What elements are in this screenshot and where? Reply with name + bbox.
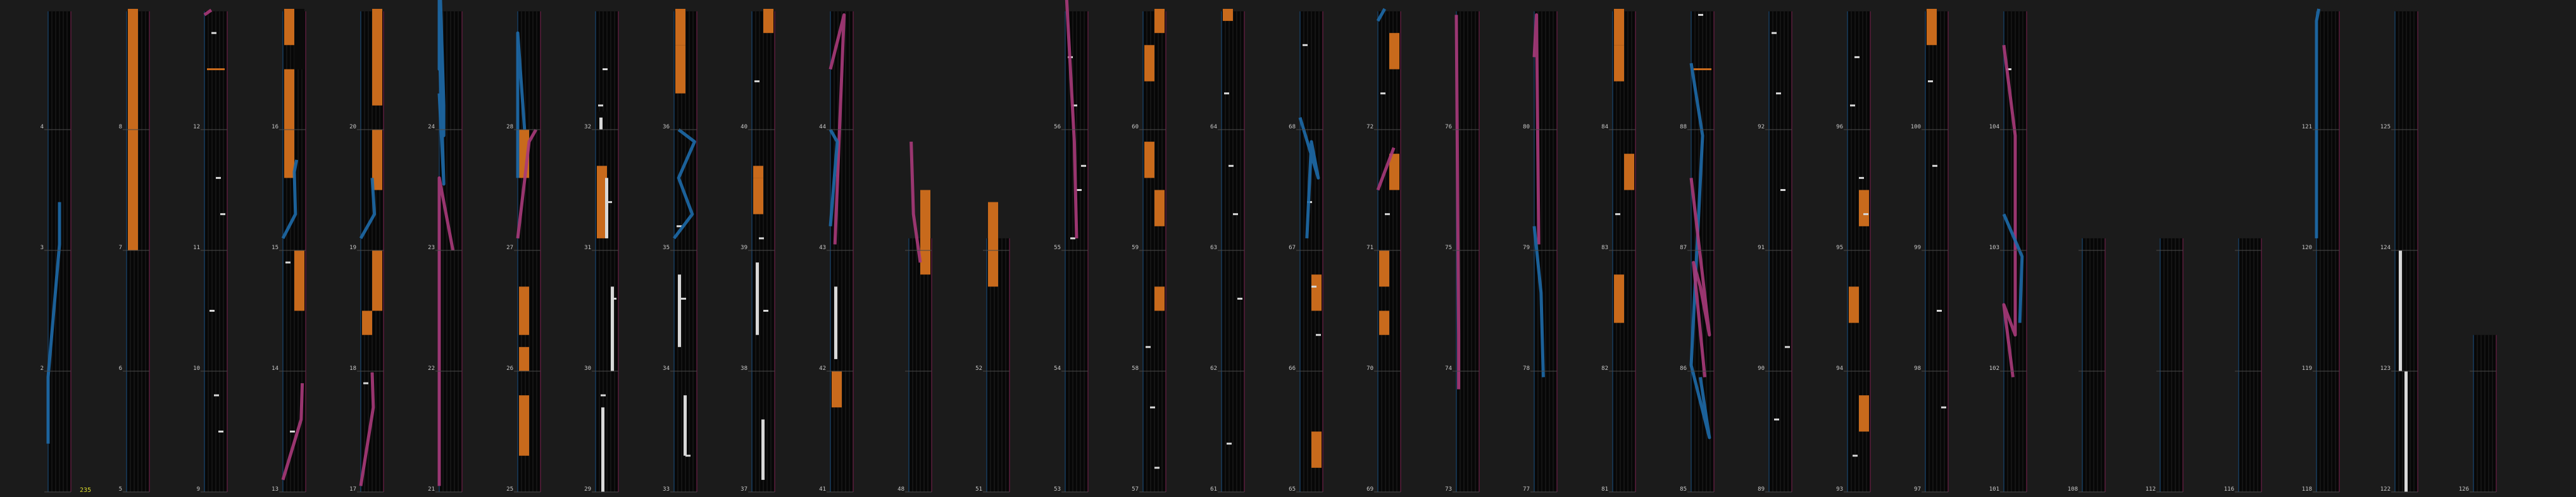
chart-column (1132, 9, 1166, 493)
fx-hold (519, 395, 529, 419)
measure-number: 91 (1758, 245, 1765, 251)
fx-hold (1614, 274, 1624, 322)
measure-number: 84 (1601, 124, 1608, 130)
measure-number: 60 (1132, 124, 1139, 130)
fx-hold (1154, 9, 1165, 33)
chip-note (1224, 92, 1229, 94)
fx-hold (1614, 45, 1624, 81)
chart-column (1523, 11, 1557, 493)
chip-note (1233, 213, 1238, 215)
bt-hold (2404, 371, 2408, 492)
chip-note (1154, 467, 1160, 469)
chart-column (897, 142, 932, 493)
chip-note (214, 395, 219, 396)
measure-number: 38 (741, 365, 747, 372)
chip-note (1615, 213, 1620, 215)
chip-note (290, 431, 295, 433)
chip-note (1081, 165, 1086, 167)
measure-number: 59 (1132, 245, 1139, 251)
bt-hold (684, 395, 687, 456)
measure-number: 43 (819, 245, 826, 251)
chip-note (211, 32, 216, 34)
measure-number: 23 (428, 245, 435, 251)
chip-note (1150, 407, 1155, 408)
fx-hold (362, 311, 372, 335)
chart-column (1289, 11, 1323, 493)
chart-column (1989, 11, 2027, 493)
chip-note (1928, 80, 1933, 82)
chart-column (2146, 238, 2183, 493)
measure-number: 57 (1132, 486, 1139, 493)
measure-number: 116 (2223, 486, 2234, 493)
chip-note (1941, 407, 1946, 408)
fx-hold (763, 9, 773, 33)
measure-number: 7 (118, 245, 122, 251)
fx-hold (372, 9, 382, 70)
measure-number: 11 (193, 245, 200, 251)
chip-note (1854, 56, 1860, 58)
measure-number: 44 (819, 124, 826, 130)
measure-number: 94 (1836, 365, 1843, 372)
chip-note (363, 383, 368, 384)
measure-number: 40 (741, 124, 747, 130)
chip-note (1229, 165, 1234, 167)
chart-column (1758, 11, 1792, 493)
chip-note (1146, 346, 1151, 348)
measure-number: 52 (975, 365, 982, 372)
measure-number: 61 (1210, 486, 1217, 493)
chart-column (975, 202, 1010, 493)
chart-column (2224, 238, 2261, 493)
measure-number: 120 (2301, 245, 2312, 251)
chart-column (1836, 11, 1870, 493)
measure-number: 25 (506, 486, 513, 493)
bt-hold (761, 419, 765, 480)
measure-number: 53 (1054, 486, 1061, 493)
measure-number: 99 (1914, 245, 1921, 251)
fx-hold (1311, 274, 1322, 310)
measure-number: 103 (1989, 245, 1999, 251)
chip-note (218, 431, 223, 433)
fx-hold (753, 166, 763, 178)
measure-number: 13 (272, 486, 278, 493)
chip-note (1859, 177, 1864, 179)
measure-number: 16 (272, 124, 278, 130)
measure-number: 100 (1910, 124, 1921, 130)
chip-note (1780, 189, 1785, 191)
chip-note (1850, 104, 1855, 106)
chip-note (220, 213, 225, 215)
fx-hold (1849, 286, 1859, 322)
chip-note (216, 177, 221, 179)
chip-note (607, 201, 612, 203)
measure-number: 108 (2067, 486, 2078, 493)
chip-note (1774, 419, 1779, 420)
measure-number: 67 (1289, 245, 1296, 251)
chart-column (1911, 9, 1948, 493)
measure-number: 24 (428, 124, 435, 130)
chip-note (611, 298, 616, 300)
measure-number: 79 (1523, 245, 1530, 251)
chart-column (2459, 335, 2496, 493)
fx-hold (920, 190, 930, 275)
measure-number: 96 (1836, 124, 1843, 130)
fx-hold (128, 130, 138, 250)
chip-note (1303, 44, 1308, 46)
measure-number: 86 (1680, 365, 1687, 372)
chart-column (819, 11, 853, 493)
combo-counter: 235 (80, 487, 92, 494)
fx-hold (519, 347, 529, 371)
chart-column (1054, 0, 1088, 493)
fx-hold (1154, 286, 1165, 310)
measure-number: 6 (118, 365, 122, 372)
measure-number: 76 (1445, 124, 1452, 130)
fx-hold (832, 371, 842, 407)
chip-note (1863, 213, 1868, 215)
measure-number: 97 (1914, 486, 1921, 493)
measure-number: 66 (1289, 365, 1296, 372)
measure-number: 18 (349, 365, 356, 372)
measure-number: 39 (741, 245, 747, 251)
chip-note (1776, 92, 1781, 94)
fx-hold (284, 70, 294, 130)
fx-hold (1379, 311, 1389, 335)
measure-number: 82 (1601, 365, 1608, 372)
fx-hold (284, 9, 294, 45)
fx-hold (675, 9, 685, 45)
chart-column (41, 11, 71, 492)
fx-hold (1927, 9, 1937, 45)
bt-hold (2399, 250, 2402, 371)
bt-hold (756, 262, 759, 335)
fx-hold (1859, 395, 1869, 431)
chart-column (119, 9, 149, 493)
measure-number: 92 (1758, 124, 1765, 130)
chart-column (506, 11, 541, 493)
chip-note (763, 310, 768, 312)
fx-hold (294, 250, 304, 311)
measure-number: 35 (663, 245, 670, 251)
chart-column (428, 0, 462, 493)
measure-number: 51 (975, 486, 982, 493)
chip-note (759, 237, 764, 239)
measure-number: 71 (1366, 245, 1373, 251)
chip-note (1937, 310, 1942, 312)
fx-hold (1154, 190, 1165, 226)
measure-number: 83 (1601, 245, 1608, 251)
measure-number: 77 (1523, 486, 1530, 493)
measure-number: 42 (819, 365, 826, 372)
fx-hold (1144, 45, 1154, 81)
measure-number: 3 (40, 245, 44, 251)
chip-note (1385, 213, 1390, 215)
measure-number: 80 (1523, 124, 1530, 130)
measure-number: 75 (1445, 245, 1452, 251)
measure-number: 41 (819, 486, 826, 493)
chip-note (603, 68, 608, 70)
bt-hold (605, 178, 608, 238)
chip-note (1694, 68, 1711, 70)
measure-number: 15 (272, 245, 278, 251)
fx-hold (284, 130, 294, 178)
measure-number: 32 (584, 124, 591, 130)
chart-column (1680, 11, 1714, 493)
fx-hold (1389, 33, 1399, 69)
chip-note (754, 80, 760, 82)
chip-note (285, 262, 291, 264)
measure-number: 63 (1210, 245, 1217, 251)
measure-number: 90 (1758, 365, 1765, 372)
chip-note (1077, 189, 1082, 191)
measure-number: 125 (2380, 124, 2391, 130)
chip-note (1227, 443, 1232, 445)
fx-hold (519, 286, 529, 334)
measure-number: 36 (663, 124, 670, 130)
measure-number: 95 (1836, 245, 1843, 251)
chart-column (663, 9, 697, 493)
measure-number: 121 (2301, 124, 2312, 130)
measure-number: 55 (1054, 245, 1061, 251)
measure-number: 70 (1366, 365, 1373, 372)
measure-number: 14 (272, 365, 278, 372)
chip-note (207, 68, 225, 70)
chart-column (1366, 9, 1401, 493)
measure-number: 69 (1366, 486, 1373, 493)
fx-hold (1223, 9, 1233, 21)
measure-number: 104 (1989, 124, 1999, 130)
chip-note (1070, 237, 1075, 239)
fx-hold (372, 70, 382, 106)
chart-column (2068, 238, 2105, 493)
chip-note (685, 455, 691, 457)
measure-number: 126 (2458, 486, 2469, 493)
measure-number: 98 (1914, 365, 1921, 372)
measure-number: 123 (2380, 365, 2391, 372)
measure-number: 54 (1054, 365, 1061, 372)
measure-number: 62 (1210, 365, 1217, 372)
measure-number: 17 (349, 486, 356, 493)
fx-hold (1859, 190, 1869, 226)
bt-hold (601, 407, 604, 492)
chip-note (1785, 346, 1790, 348)
chart-column (1445, 11, 1479, 493)
measure-number: 102 (1989, 365, 1999, 372)
fx-hold (294, 9, 304, 70)
bt-hold (678, 274, 681, 347)
measure-number: 122 (2380, 486, 2391, 493)
chart-column (1601, 9, 1635, 493)
measure-number: 22 (428, 365, 435, 372)
measure-number: 58 (1132, 365, 1139, 372)
fx-hold (1311, 432, 1322, 468)
fx-hold (988, 202, 998, 287)
measure-number: 68 (1289, 124, 1296, 130)
measure-number: 2 (40, 365, 44, 372)
chip-note (1316, 334, 1321, 336)
chip-note (1932, 165, 1937, 167)
fx-hold (128, 9, 138, 130)
measure-number: 64 (1210, 124, 1217, 130)
measure-number: 112 (2145, 486, 2156, 493)
measure-number: 118 (2301, 486, 2312, 493)
fx-hold (1144, 142, 1154, 178)
measure-number: 74 (1445, 365, 1452, 372)
measure-number: 28 (506, 124, 513, 130)
measure-number: 29 (584, 486, 591, 493)
chart-column (741, 9, 775, 493)
measure-number: 88 (1680, 124, 1687, 130)
measure-number: 89 (1758, 486, 1765, 493)
fx-hold (753, 178, 763, 214)
chart-column (2380, 11, 2418, 493)
measure-number: 81 (1601, 486, 1608, 493)
measure-number: 48 (897, 486, 904, 493)
measure-number: 8 (118, 124, 122, 130)
measure-number: 37 (741, 486, 747, 493)
measure-number: 19 (349, 245, 356, 251)
chip-note (209, 310, 215, 312)
chip-note (598, 104, 603, 106)
measure-number: 124 (2380, 245, 2391, 251)
chip-note (1380, 92, 1385, 94)
fx-hold (1614, 9, 1624, 45)
chip-note (1311, 286, 1316, 288)
measure-number: 10 (193, 365, 200, 372)
measure-number: 33 (663, 486, 670, 493)
measure-number: 65 (1289, 486, 1296, 493)
measure-number: 119 (2301, 365, 2312, 372)
fx-hold (675, 45, 685, 93)
measure-number: 78 (1523, 365, 1530, 372)
fx-hold (372, 250, 382, 311)
measure-number: 56 (1054, 124, 1061, 130)
chart-column (193, 10, 227, 493)
measure-number: 31 (584, 245, 591, 251)
measure-number: 30 (584, 365, 591, 372)
measure-number: 21 (428, 486, 435, 493)
measure-number: 85 (1680, 486, 1687, 493)
chart-column (1210, 9, 1244, 493)
measure-number: 34 (663, 365, 670, 372)
measure-number: 20 (349, 124, 356, 130)
measure-number: 101 (1989, 486, 1999, 493)
chip-note (681, 298, 686, 300)
chart-column (584, 11, 618, 493)
fx-hold (1379, 250, 1389, 286)
measure-number: 26 (506, 365, 513, 372)
measure-number: 73 (1445, 486, 1452, 493)
bt-hold (599, 118, 603, 130)
measure-number: 87 (1680, 245, 1687, 251)
chip-note (601, 395, 606, 396)
chip-note (1698, 14, 1703, 16)
measure-number: 27 (506, 245, 513, 251)
measure-number: 72 (1366, 124, 1373, 130)
measure-number: 5 (118, 486, 122, 493)
chart-column (272, 9, 306, 493)
chart-column (2302, 9, 2339, 493)
chip-note (1853, 455, 1858, 457)
chart-column (349, 9, 384, 493)
bt-hold (834, 286, 837, 359)
fx-hold (1624, 154, 1634, 190)
measure-number: 12 (193, 124, 200, 130)
measure-number: 93 (1836, 486, 1843, 493)
measure-number: 4 (40, 124, 44, 130)
measure-number: 9 (196, 486, 200, 493)
chip-note (1772, 32, 1777, 34)
chip-note (1237, 298, 1242, 300)
